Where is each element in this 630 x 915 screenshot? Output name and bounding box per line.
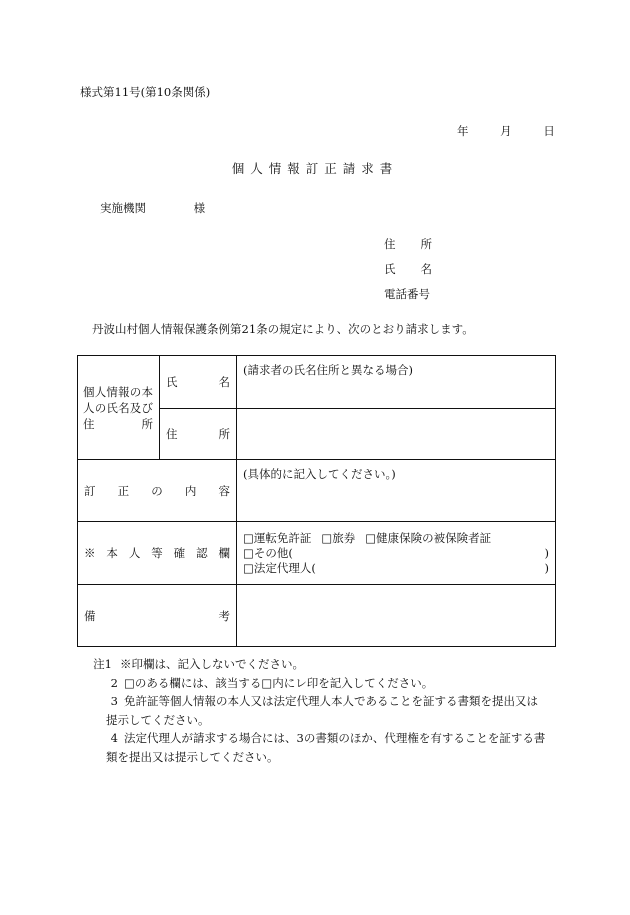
addressee-org: 実施機関 [100,201,146,215]
note-number: 4 [110,731,118,745]
confirm-line-2 [243,546,549,561]
confirm-line-3 [243,561,549,576]
note-number: 3 [110,694,118,708]
agent-close-paren: ) [544,560,549,575]
remarks-label: 備考 [84,608,230,623]
note-number: 注1 [93,657,112,671]
correction-field[interactable] [237,460,556,522]
applicant-name [384,261,432,277]
address-label: 住所 [166,427,230,441]
name-field[interactable] [237,356,556,409]
subject-header-cell [78,356,160,460]
applicant-address-label: 住所 [384,237,432,251]
note-text: 免許証等個人情報の本人又は法定代理人本人であることを証する書類を提出又は [124,694,538,708]
applicant-phone-label: 電話番号 [384,287,430,301]
name-label: 氏名 [166,375,230,389]
passport-checkbox[interactable]: □旅券 [321,530,356,545]
agent-checkbox[interactable]: □法定代理人( [243,560,316,575]
document-title: 個人情報訂正請求書 [231,161,399,176]
correction-label-cell [78,460,237,522]
insurance-checkbox[interactable]: □健康保険の被保険者証 [365,530,492,545]
table-row [78,356,556,409]
remarks-label-cell [78,585,237,647]
request-form-table [77,355,556,647]
remarks-field[interactable] [237,585,556,647]
confirm-field [237,522,556,585]
note-number: 2 [110,675,118,690]
subject-header: 個人情報の本人の氏名及び住所 [83,384,153,431]
confirm-label: ※本人等確認欄 [84,546,230,560]
table-row [78,460,556,522]
note-text: 法定代理人が請求する場合には、3の書類のほか、代理権を有することを証する書 [124,731,546,745]
address-label-cell [160,409,237,460]
table-row [78,585,556,647]
address-field[interactable] [237,409,556,460]
confirm-label-cell [78,522,237,585]
form-number: 様式第11号(第10条関係) [80,85,211,99]
note-text: □のある欄には、該当する□内にレ印を記入してください。 [124,675,434,690]
date-month-label: 月 [500,124,512,138]
date-year-label: 年 [457,124,469,138]
license-checkbox[interactable]: □運転免許証 [243,530,312,545]
note-continuation: 提示してください。 [106,712,210,727]
name-note: (請求者の氏名住所と異なる場合) [243,363,413,377]
correction-note: (具体的に記入してください。) [243,467,396,481]
applicant-address [384,236,432,252]
list-item [88,655,545,674]
table-row [78,522,556,585]
date-line [457,123,555,139]
addressee [100,200,205,216]
applicant-phone [384,286,430,302]
note-continuation: 類を提出又は提示してください。 [106,749,279,764]
date-day-label: 日 [543,124,555,138]
confirm-line-1 [243,531,549,546]
other-checkbox[interactable]: □その他( [243,545,293,560]
addressee-honorific: 様 [193,201,206,215]
list-item [88,729,545,748]
intro-text: 丹波山村個人情報保護条例第21条の規定により、次のとおり請求します。 [92,322,474,336]
applicant-name-label: 氏名 [384,262,432,276]
list-item [88,674,545,693]
list-item [88,692,545,711]
name-label-cell [160,356,237,409]
note-text: ※印欄は、記入しないでください。 [120,657,304,671]
other-close-paren: ) [544,545,549,560]
correction-label: 訂正の内容 [84,483,230,498]
notes [88,655,545,766]
